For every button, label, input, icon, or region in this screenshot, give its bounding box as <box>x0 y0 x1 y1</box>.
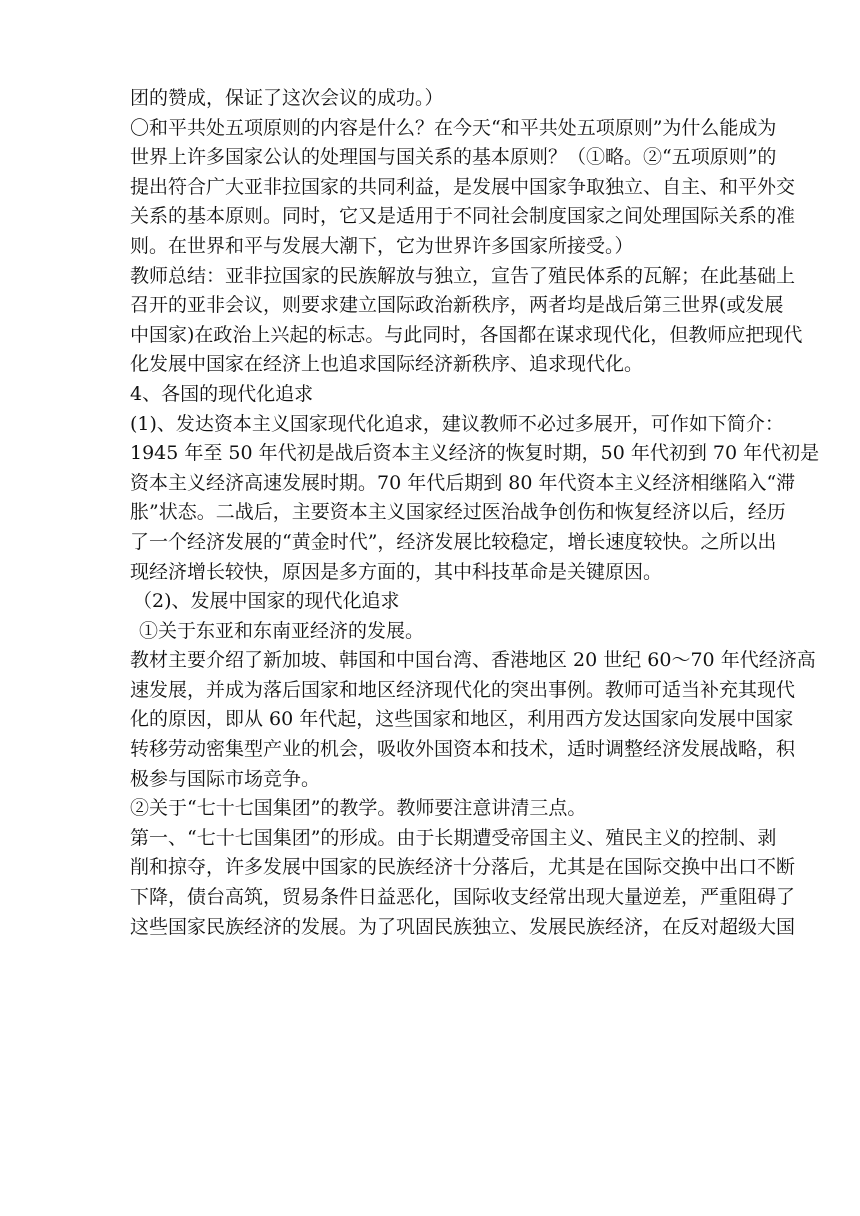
document-page <box>130 84 820 942</box>
text-line: 极参与国际市场竞争。 <box>130 767 321 790</box>
text-line: 第一、“七十七国集团”的形成。由于长期遭受帝国主义、殖民主义的控制、剥 <box>130 826 777 849</box>
text-line: 这些国家民族经济的发展。为了巩固民族独立、发展民族经济，在反对超级大国 <box>130 915 796 938</box>
text-line: 胀”状态。二战后，主要资本主义国家经过医治战争创伤和恢复经济以后，经历 <box>130 501 786 524</box>
text-line: 提出符合广大亚非拉国家的共同利益，是发展中国家争取独立、自主、和平外交 <box>130 175 796 198</box>
text-line: 下降，债台高筑，贸易条件日益恶化，国际收支经常出现大量逆差，严重阻碍了 <box>130 886 796 909</box>
text-line: 召开的亚非会议，则要求建立国际政治新秩序，两者均是战后第三世界(或发展 <box>130 294 784 317</box>
text-line: 中国家)在政治上兴起的标志。与此同时，各国都在谋求现代化，但教师应把现代 <box>130 323 803 346</box>
text-line: 〇和平共处五项原则的内容是什么？在今天“和平共处五项原则”为什么能成为 <box>130 116 777 139</box>
text-line: ②关于“七十七国集团”的教学。教师要注意讲清三点。 <box>130 797 587 820</box>
text-line: 4、各国的现代化追求 <box>130 382 314 405</box>
text-line: 化发展中国家在经济上也追求国际经济新秩序、追求现代化。 <box>130 353 644 376</box>
text-line: 了一个经济发展的“黄金时代”，经济发展比较稳定，增长速度较快。之所以出 <box>130 530 777 553</box>
text-line: 速发展，并成为落后国家和地区经济现代化的突出事例。教师可适当补充其现代 <box>130 678 796 701</box>
text-line: (1)、发达资本主义国家现代化追求，建议教师不必过多展开，可作如下简介： <box>130 412 784 435</box>
text-line: 现经济增长较快，原因是多方面的，其中科技革命是关键原因。 <box>130 560 663 583</box>
text-line: 化的原因，即从 60 年代起，这些国家和地区，利用西方发达国家向发展中国家 <box>130 708 794 731</box>
text-line: 关系的基本原则。同时，它又是适用于不同社会制度国家之间处理国际关系的准 <box>130 205 796 228</box>
text-line: 教师总结：亚非拉国家的民族解放与独立，宣告了殖民体系的瓦解；在此基础上 <box>130 264 796 287</box>
text-line: ①关于东亚和东南亚经济的发展。 <box>139 619 425 642</box>
text-line: 转移劳动密集型产业的机会，吸收外国资本和技术，适时调整经济发展战略，积 <box>130 738 796 761</box>
text-line: 世界上许多国家公认的处理国与国关系的基本原则？（①略。②“五项原则”的 <box>130 146 777 169</box>
text-line: 团的赞成，保证了这次会议的成功。） <box>130 87 444 109</box>
text-line: 削和掠夺，许多发展中国家的民族经济十分落后，尤其是在国际交换中出口不断 <box>130 856 796 879</box>
text-line: （2)、发展中国家的现代化追求 <box>133 590 400 613</box>
text-line: 资本主义经济高速发展时期。70 年代后期到 80 年代资本主义经济相继陷入“滞 <box>130 471 796 494</box>
text-line: 教材主要介绍了新加坡、韩国和中国台湾、香港地区 20 世纪 60～70 年代经济高 <box>130 649 816 672</box>
text-line: 则。在世界和平与发展大潮下，它为世界许多国家所接受。） <box>130 234 634 257</box>
text-line: 1945 年至 50 年代初是战后资本主义经济的恢复时期，50 年代初到 70 年代初是 <box>130 442 820 465</box>
